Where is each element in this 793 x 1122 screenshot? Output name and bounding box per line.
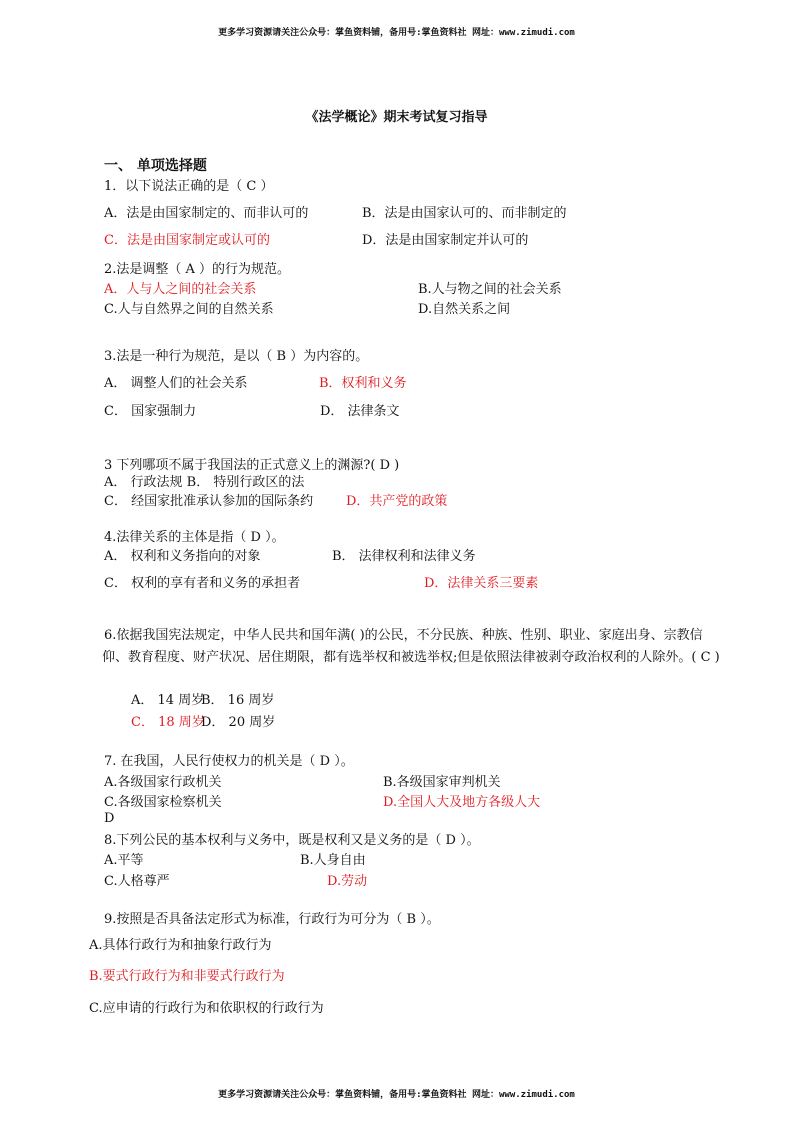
section-heading: 一、 单项选择题 bbox=[104, 158, 207, 174]
option-b: B.人身自由 bbox=[300, 853, 366, 868]
option-c: C.应申请的行政行为和依职权的行政行为 bbox=[89, 1001, 324, 1016]
option-d: D.自然关系之间 bbox=[418, 302, 511, 317]
option-a: A.具体行政行为和抽象行政行为 bbox=[89, 938, 272, 953]
option-b: B．法是由国家认可的、而非制定的 bbox=[362, 206, 567, 221]
option-c-answer: C．法是由国家制定或认可的 bbox=[104, 233, 270, 248]
document-title: 《法学概论》期末考试复习指导 bbox=[305, 110, 488, 125]
option-c-answer: C． 18 周岁 bbox=[131, 715, 205, 730]
option-d: D． 法律条文 bbox=[320, 404, 400, 419]
option-d-answer: D.劳动 bbox=[327, 874, 368, 889]
question-stem: 9.按照是否具备法定形式为标准，行政行为可分为（ B ）。 bbox=[104, 912, 440, 927]
option-d-answer: D．法律关系三要素 bbox=[424, 576, 539, 591]
question-stem: 3.法是一种行为规范，是以（ B ）为内容的。 bbox=[104, 349, 369, 364]
option-c: C.各级国家检察机关 bbox=[104, 795, 222, 810]
option-d-answer: D.全国人大及地方各级人大 bbox=[383, 795, 541, 810]
option-c: C.人格尊严 bbox=[104, 874, 170, 889]
question-stem: 7. 在我国，人民行使权力的机关是（ D ）。 bbox=[104, 754, 354, 769]
option-b: B.人与物之间的社会关系 bbox=[418, 282, 562, 297]
question-stem: 2.法是调整（ A ）的行为规范。 bbox=[104, 262, 291, 277]
option-a: A.平等 bbox=[104, 853, 144, 868]
option-d: D．法是由国家制定并认可的 bbox=[362, 233, 529, 248]
option-d-answer: D．共产党的政策 bbox=[346, 494, 448, 509]
option-a: A．法是由国家制定的、而非认可的 bbox=[104, 206, 309, 221]
option-c: C． 国家强制力 bbox=[104, 404, 197, 419]
option-b: B． 16 周岁 bbox=[201, 693, 275, 708]
option-b: B． 法律权利和法律义务 bbox=[332, 549, 476, 564]
question-stem: 1．以下说法正确的是（ C ） bbox=[104, 179, 274, 194]
option-c: C.人与自然界之间的自然关系 bbox=[104, 302, 274, 317]
option-c: C． 权利的享有者和义务的承担者 bbox=[104, 576, 301, 591]
option-a-answer: A．人与人之间的社会关系 bbox=[104, 282, 257, 297]
option-a: A． 14 周岁 bbox=[131, 693, 205, 708]
option-b: B.各级国家审判机关 bbox=[383, 775, 501, 790]
option-a: A． 调整人们的社会关系 bbox=[104, 376, 248, 391]
option-a-b: A． 行政法规 B． 特别行政区的法 bbox=[104, 475, 305, 490]
option-d: D． 20 周岁 bbox=[201, 715, 276, 730]
question-stem: 8.下列公民的基本权利与义务中，既是权利又是义务的是（ D ）。 bbox=[104, 833, 480, 848]
option-a: A． 权利和义务指向的对象 bbox=[104, 549, 261, 564]
question-stem: 4.法律关系的主体是指（ D ）。 bbox=[104, 530, 285, 545]
page-header: 更多学习资源请关注公众号：掌鱼资料铺，备用号:掌鱼资料社 网址：www.zimudi.com bbox=[218, 28, 575, 38]
option-c: C． 经国家批准承认参加的国际条约 bbox=[104, 494, 314, 509]
question-stem: 3 下列哪项不属于我国法的正式意义上的渊源?( D ) bbox=[104, 458, 400, 473]
question-stem-paragraph: 6.依据我国宪法规定，中华人民共和国年满( )的公民，不分民族、种族、性别、职业、家庭出身、宗教信仰、教育程度、财产状况、居住期限，都有选举权和被选举权;但是依照法律被剥夺政治权利的人除外。( C ) bbox=[102, 628, 720, 665]
page-footer: 更多学习资源请关注公众号：掌鱼资料铺，备用号:掌鱼资料社 网址：www.zimudi.com bbox=[218, 1090, 575, 1100]
option-b-answer: B.要式行政行为和非要式行政行为 bbox=[89, 969, 285, 984]
stray-letter: D bbox=[104, 811, 115, 826]
option-a: A.各级国家行政机关 bbox=[104, 775, 222, 790]
option-b-answer: B．权利和义务 bbox=[319, 376, 407, 391]
